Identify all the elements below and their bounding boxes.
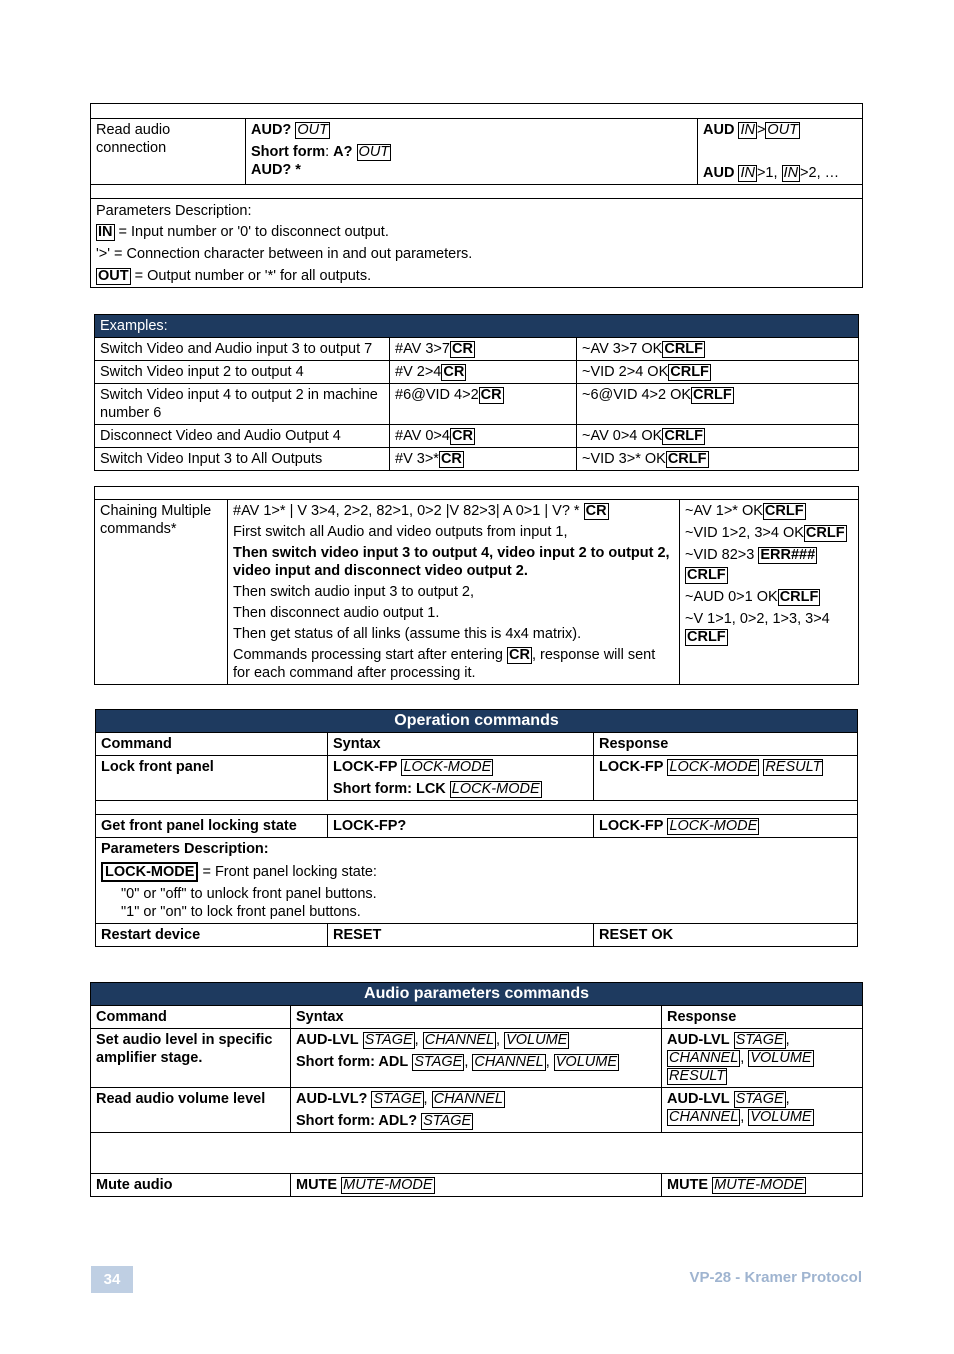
read-audio-volume-row [91, 1088, 863, 1133]
example-desc: Switch Video and Audio input 3 to output 7 [95, 338, 390, 361]
restart-syntax: RESET [328, 924, 594, 947]
example-cmd: #AV 0>4 CR [390, 425, 577, 448]
read-audio-response: AUD IN > OUT AUD IN >1, IN >2, … [698, 119, 863, 185]
chaining-label: Chaining Multiple commands* [95, 500, 228, 685]
read-audio-row [91, 119, 863, 185]
audio-table [90, 982, 863, 1197]
set-audio-response: AUD-LVL STAGE , CHANNEL , VOLUME RESULT [662, 1029, 863, 1088]
read-audio-command: Read audio connection [91, 119, 246, 185]
audio-col-command: Command [91, 1006, 291, 1029]
lock-syntax: LOCK-FP LOCK-MODE Short form: LCK LOCK-MODE [328, 756, 594, 801]
read-audio-volume-syntax: AUD-LVL? STAGE , CHANNEL Short form: ADL? STAGE [291, 1088, 662, 1133]
example-row [95, 338, 859, 361]
restart-row [96, 924, 858, 947]
mute-response: MUTE MUTE-MODE [662, 1174, 863, 1197]
restart-command: Restart device [96, 924, 328, 947]
operation-col-response: Response [594, 733, 858, 756]
operation-params-row: Parameters Description: LOCK-MODE = Front panel locking state: "0" or "off" to unlock front panel buttons. "1" or "on" to lock front panel buttons. [96, 838, 858, 924]
operation-table [95, 709, 858, 947]
example-resp: ~VID 3>* OK CRLF [577, 448, 859, 471]
operation-title: Operation commands [96, 710, 858, 733]
example-cmd: #V 3>* CR [390, 448, 577, 471]
operation-col-syntax: Syntax [328, 733, 594, 756]
get-lock-row [96, 815, 858, 838]
example-row [95, 361, 859, 384]
example-desc: Switch Video input 2 to output 4 [95, 361, 390, 384]
set-audio-row [91, 1029, 863, 1088]
example-resp: ~6@VID 4>2 OK CRLF [577, 384, 859, 425]
mute-row [91, 1174, 863, 1197]
operation-col-command: Command [96, 733, 328, 756]
audio-title: Audio parameters commands [91, 983, 863, 1006]
example-cmd: #AV 3>7 CR [390, 338, 577, 361]
chaining-syntax: #AV 1>* | V 3>4, 2>2, 82>1, 0>2 |V 82>3| A 0>1 | V? * CR First switch all Audio and video outputs from input 1, Then switch video input 3 to output 4, video input 2 to output 2, video input and disconnect video output 2. Then switch audio input 3 to output 2, Then disconnect audio output 1. Then get status of all links (assume this is 4x4 matrix). Commands processing start after entering CR , response will sent for each command after processing it. [228, 500, 680, 685]
footer-title: VP-28 - Kramer Protocol [689, 1269, 862, 1286]
lock-response: LOCK-FP LOCK-MODE RESULT [594, 756, 858, 801]
chaining-response: ~AV 1>* OK CRLF ~VID 1>2, 3>4 OK CRLF ~VID 82>3 ERR### CRLF ~AUD 0>1 OK CRLF ~V 1>1, 0>2, 1>3, 3>4 CRLF [680, 500, 859, 685]
audio-col-syntax: Syntax [291, 1006, 662, 1029]
get-lock-response: LOCK-FP LOCK-MODE [594, 815, 858, 838]
restart-response: RESET OK [594, 924, 858, 947]
chaining-row [95, 500, 859, 685]
get-lock-command: Get front panel locking state [96, 815, 328, 838]
page-number: 34 [91, 1266, 133, 1293]
audio-col-response: Response [662, 1006, 863, 1029]
lock-row [96, 756, 858, 801]
example-resp: ~VID 2>4 OK CRLF [577, 361, 859, 384]
example-cmd: #6@VID 4>2 CR [390, 384, 577, 425]
example-resp: ~AV 0>4 OK CRLF [577, 425, 859, 448]
read-audio-volume-response: AUD-LVL STAGE , CHANNEL , VOLUME [662, 1088, 863, 1133]
set-audio-command: Set audio level in specific amplifier stage. [91, 1029, 291, 1088]
set-audio-syntax: AUD-LVL STAGE , CHANNEL , VOLUME Short form: ADL STAGE , CHANNEL , VOLUME [291, 1029, 662, 1088]
read-audio-syntax: AUD? OUT Short form: A? OUT AUD? * [246, 119, 698, 185]
mute-command: Mute audio [91, 1174, 291, 1197]
example-desc: Switch Video Input 3 to All Outputs [95, 448, 390, 471]
example-desc: Disconnect Video and Audio Output 4 [95, 425, 390, 448]
get-lock-syntax: LOCK-FP? [328, 815, 594, 838]
example-row [95, 425, 859, 448]
read-audio-table [90, 103, 863, 288]
examples-header: Examples: [95, 315, 859, 338]
example-row [95, 448, 859, 471]
mute-syntax: MUTE MUTE-MODE [291, 1174, 662, 1197]
example-cmd: #V 2>4 CR [390, 361, 577, 384]
read-audio-volume-command: Read audio volume level [91, 1088, 291, 1133]
chaining-table [94, 486, 859, 685]
example-row [95, 384, 859, 425]
lock-command: Lock front panel [96, 756, 328, 801]
examples-table [94, 314, 859, 471]
params1-row: Parameters Description: IN = Input number or '0' to disconnect output. '>' = Connection character between in and out parameters. OUT = Output number or '*' for all outputs. [91, 199, 863, 288]
example-desc: Switch Video input 4 to output 2 in machine number 6 [95, 384, 390, 425]
example-resp: ~AV 3>7 OK CRLF [577, 338, 859, 361]
